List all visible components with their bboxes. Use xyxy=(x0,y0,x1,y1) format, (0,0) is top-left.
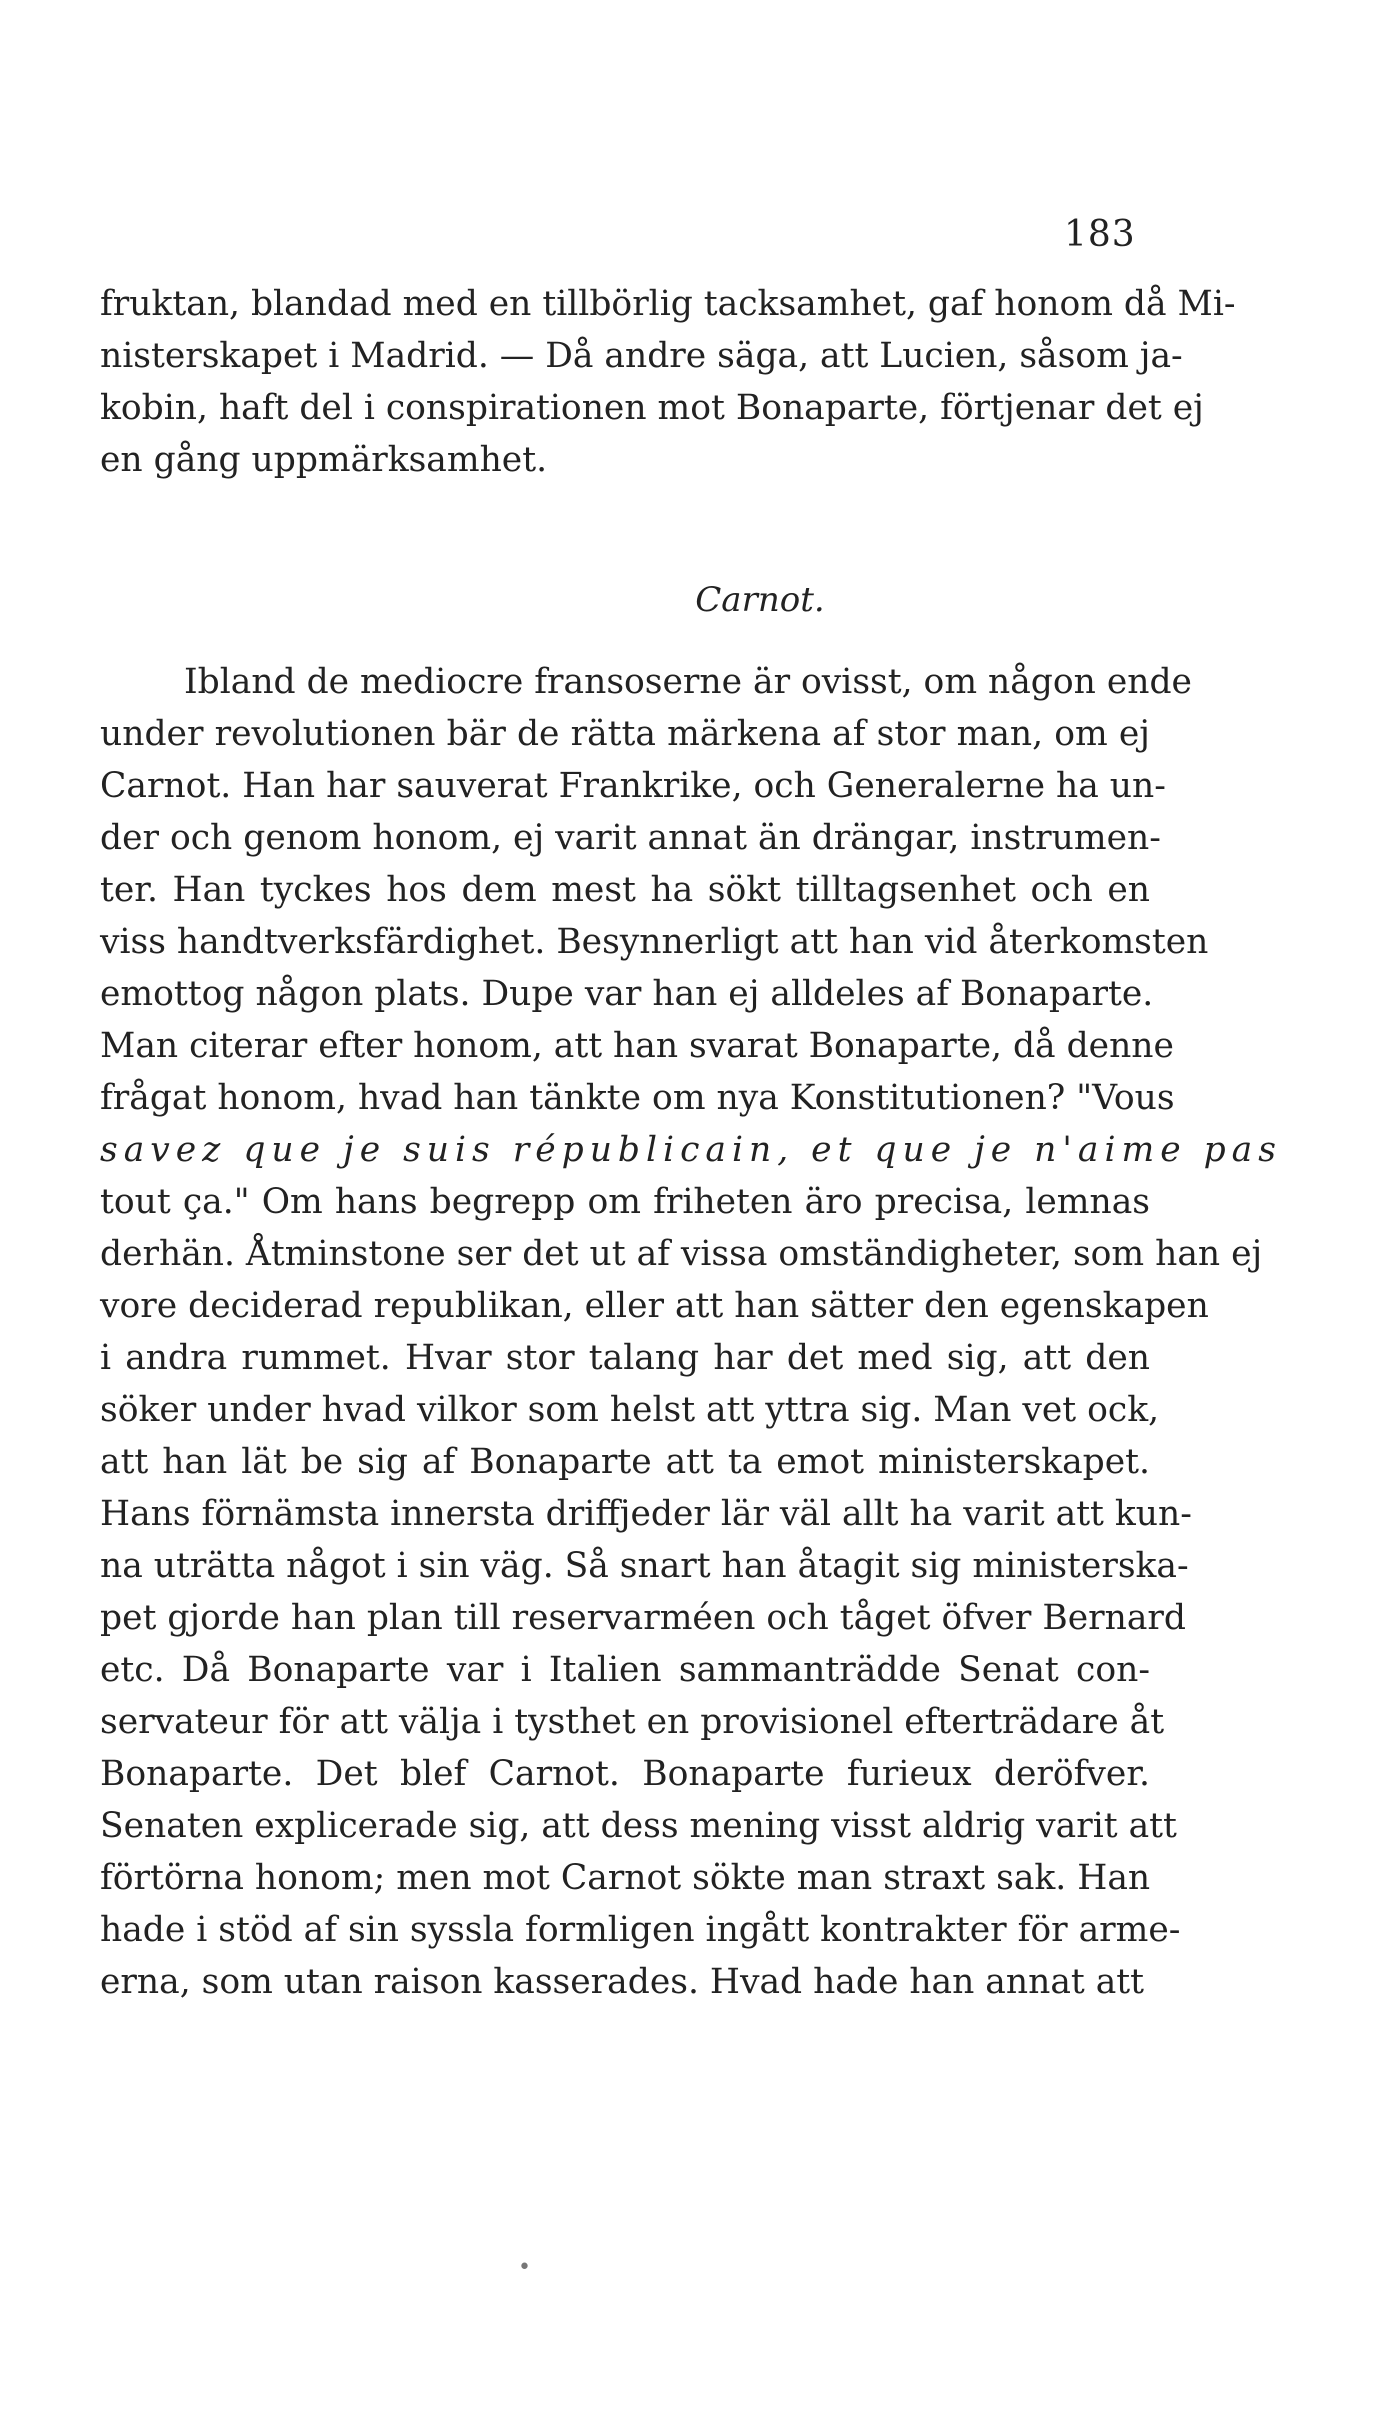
text-line: fruktan, blandad med en tillbörlig tacksamhet, gaf honom då Mi- xyxy=(100,284,1236,324)
text-line: Carnot. Han har sauverat Frankrike, och Generalerne ha un- xyxy=(100,766,1166,806)
text-line: Senaten explicerade sig, att dess mening visst aldrig varit att xyxy=(100,1806,1177,1846)
text-line: erna, som utan raison kasserades. Hvad hade han annat att xyxy=(100,1962,1145,2002)
text-line: nisterskapet i Madrid. — Då andre säga, att Lucien, såsom ja- xyxy=(100,336,1183,376)
text-line: etc. Då Bonaparte var i Italien sammanträdde Senat con- xyxy=(100,1650,1150,1690)
text-line: Ibland de mediocre fransoserne är ovisst, om någon ende xyxy=(184,662,1192,702)
text-line: tout ça." Om hans begrepp om friheten äro precisa, lemnas xyxy=(100,1182,1150,1222)
text-line: ter. Han tyckes hos dem mest ha sökt tilltagsenhet och en xyxy=(100,870,1150,910)
paragraph-top xyxy=(100,278,1236,486)
paragraph-main xyxy=(100,656,1282,2008)
text-line: hade i stöd af sin syssla formligen ingått kontrakter för arme- xyxy=(100,1910,1181,1950)
text-line: förtörna honom; men mot Carnot sökte man straxt sak. Han xyxy=(100,1858,1151,1898)
text-line: frågat honom, hvad han tänkte om nya Konstitutionen? "Vous xyxy=(100,1078,1175,1118)
text-line: söker under hvad vilkor som helst att yttra sig. Man vet ock, xyxy=(100,1390,1160,1430)
text-line: kobin, haft del i conspirationen mot Bonaparte, förtjenar det ej xyxy=(100,388,1204,428)
ink-speck: • xyxy=(518,2255,531,2280)
text-line: derhän. Åtminstone ser det ut af vissa omständigheter, som han ej xyxy=(100,1234,1263,1274)
text-line: na uträtta något i sin väg. Så snart han åtagit sig ministerska- xyxy=(100,1546,1189,1586)
text-line: emottog någon plats. Dupe var han ej alldeles af Bonaparte. xyxy=(100,974,1154,1014)
text-line: savez que je suis républicain, et que je n'aime pas xyxy=(100,1130,1282,1170)
text-line: Man citerar efter honom, att han svarat Bonaparte, då denne xyxy=(100,1026,1174,1066)
text-line: viss handtverksfärdighet. Besynnerligt att han vid återkomsten xyxy=(100,922,1209,962)
section-heading: Carnot. xyxy=(695,580,825,620)
text-line: i andra rummet. Hvar stor talang har det med sig, att den xyxy=(100,1338,1150,1378)
text-line: vore deciderad republikan, eller att han sätter den egenskapen xyxy=(100,1286,1209,1326)
text-line: under revolutionen bär de rätta märkena af stor man, om ej xyxy=(100,714,1150,754)
text-line: Hans förnämsta innersta driffjeder lär väl allt ha varit att kun- xyxy=(100,1494,1192,1534)
text-line: der och genom honom, ej varit annat än drängar, instrumen- xyxy=(100,818,1161,858)
text-line: en gång uppmärksamhet. xyxy=(100,440,548,480)
text-line: Bonaparte. Det blef Carnot. Bonaparte furieux deröfver. xyxy=(100,1754,1150,1794)
page-number: 183 xyxy=(1064,214,1136,255)
text-line: pet gjorde han plan till reservarméen och tåget öfver Bernard xyxy=(100,1598,1187,1638)
text-line: att han lät be sig af Bonaparte att ta emot ministerskapet. xyxy=(100,1442,1150,1482)
text-line: servateur för att välja i tysthet en provisionel efterträdare åt xyxy=(100,1702,1165,1742)
